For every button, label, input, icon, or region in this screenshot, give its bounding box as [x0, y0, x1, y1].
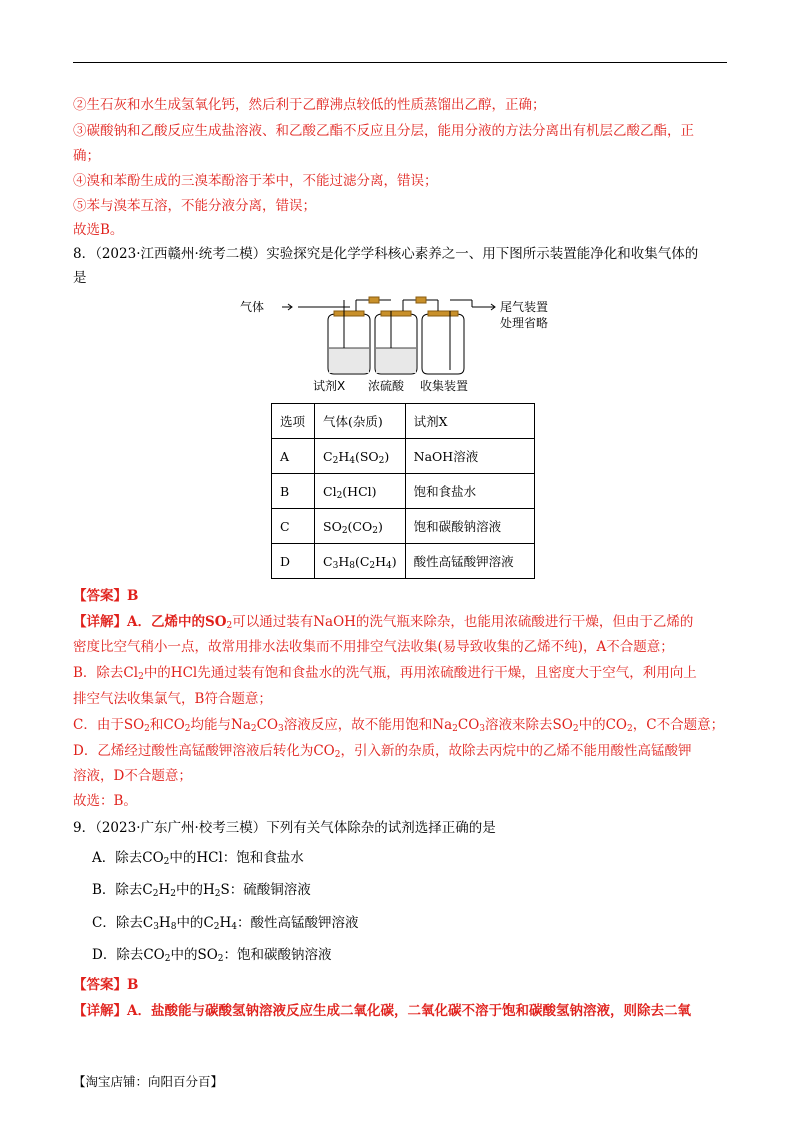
exhaust-label: 尾气装置	[500, 300, 549, 314]
detail-line: D．乙烯经过酸性高锰酸钾溶液后转化为$CO_2$，引入新的杂质，故除去丙烷中的乙烯不能用酸性高锰酸钾	[73, 743, 692, 760]
question-8-stem: 8．（2023·江西赣州·统考二模）实验探究是化学学科核心素养之一、用下图所示装置能净化和收集气体的	[73, 246, 699, 262]
table-cell-reagent: 饱和碳酸钠溶液	[405, 509, 534, 544]
question-9-stem: 9．（2023·广东广州·校考三模）下列有关气体除杂的试剂选择正确的是	[73, 820, 496, 836]
table-cell-option: B	[272, 474, 315, 509]
solution-line: ⑤苯与溴苯互溶，不能分液分离，错误；	[73, 198, 316, 214]
table-header-cell: 试剂X	[405, 404, 534, 439]
detail-line: 故选：B。	[73, 793, 137, 809]
table-header-cell: 气体(杂质)	[315, 404, 406, 439]
table-header-row	[272, 404, 535, 439]
footer-shop: 【淘宝店铺：向阳百分百】	[73, 1074, 224, 1089]
table-cell-reagent: 酸性高锰酸钾溶液	[405, 544, 534, 579]
table-cell-gas: $SO_2(CO_2)$	[315, 509, 406, 544]
option-d: D．除去$CO_2$中的$SO_2$：饱和碳酸钠溶液	[92, 947, 332, 964]
table-row	[272, 509, 535, 544]
table-cell-option: D	[272, 544, 315, 579]
detail-line: 溶液，D不合题意；	[73, 768, 192, 784]
solution-line: 确；	[73, 148, 100, 164]
table-cell-gas: $C_3H_8(C_2H_4)$	[315, 544, 406, 579]
table-cell-gas: $C_2H_4(SO_2)$	[315, 439, 406, 474]
solution-line: 故选B。	[73, 222, 124, 238]
arrow-icon	[282, 304, 292, 310]
table-cell-option: A	[272, 439, 315, 474]
table-cell-gas: $Cl_2(HCl)$	[315, 474, 406, 509]
apparatus-diagram	[240, 290, 560, 395]
table-header-cell: 选项	[272, 404, 315, 439]
gas-label: 气体	[240, 300, 265, 314]
table-row	[272, 474, 535, 509]
reagent-x-label: 试剂X	[313, 379, 346, 393]
detail-line: C．由于$SO_2$和$CO_2$均能与$Na_2CO_3$溶液反应，故不能用饱和$Na_2CO_3$溶液来除去$SO_2$中的$CO_2$，C不合题意；	[73, 717, 725, 734]
table-cell-reagent: NaOH溶液	[405, 439, 534, 474]
collector-label: 收集装置	[420, 379, 469, 393]
header-rule	[73, 62, 727, 63]
solution-line: ③碳酸钠和乙酸反应生成盐溶液、和乙酸乙酯不反应且分层，能用分液的方法分离出有机层乙酸乙酯，正	[73, 123, 694, 139]
answer-8: 【答案】B	[73, 588, 139, 604]
table-cell-option: C	[272, 509, 315, 544]
detail-line: 密度比空气稍小一点，故常用排水法收集而不用排空气法收集(易导致收集的乙烯不纯)，A不合题意；	[73, 639, 674, 655]
solution-line: ④溴和苯酚生成的三溴苯酚溶于苯中，不能过滤分离，错误；	[73, 173, 438, 189]
exhaust-label: 处理省略	[500, 316, 549, 330]
table-row	[272, 544, 535, 579]
table-cell-reagent: 饱和食盐水	[405, 474, 534, 509]
table-row	[272, 439, 535, 474]
option-a: A．除去$CO_2$中的HCl：饱和食盐水	[92, 850, 304, 867]
option-b: B．除去$C_2H_2$中的$H_2S$：硫酸铜溶液	[92, 882, 311, 899]
detail-line: 排空气法收集氯气，B符合题意；	[73, 691, 272, 707]
question-8-stem: 是	[73, 270, 87, 286]
conc-acid-label: 浓硫酸	[368, 379, 405, 393]
collection-bottle	[422, 314, 464, 374]
detail-line: B．除去$Cl_2$中的HCl先通过装有饱和食盐水的洗气瓶，再用浓硫酸进行干燥，且密度大于空气，利用向上	[73, 665, 697, 682]
arrow-icon	[484, 304, 495, 310]
options-table	[271, 403, 535, 579]
option-c: C．除去$C_3H_8$中的$C_2H_4$：酸性高锰酸钾溶液	[92, 915, 359, 932]
solution-line: ②生石灰和水生成氢氧化钙，然后利于乙醇沸点较低的性质蒸馏出乙醇，正确；	[73, 97, 546, 113]
detail-line: 【详解】A．乙烯中的$SO_2$可以通过装有NaOH的洗气瓶来除杂，也能用浓硫酸进行干燥，但由于乙烯的	[73, 614, 694, 631]
answer-9: 【答案】B	[73, 977, 139, 993]
detail-line: 【详解】A．盐酸能与碳酸氢钠溶液反应生成二氧化碳，二氧化碳不溶于饱和碳酸氢钠溶液，则除去二氧	[73, 1003, 691, 1019]
